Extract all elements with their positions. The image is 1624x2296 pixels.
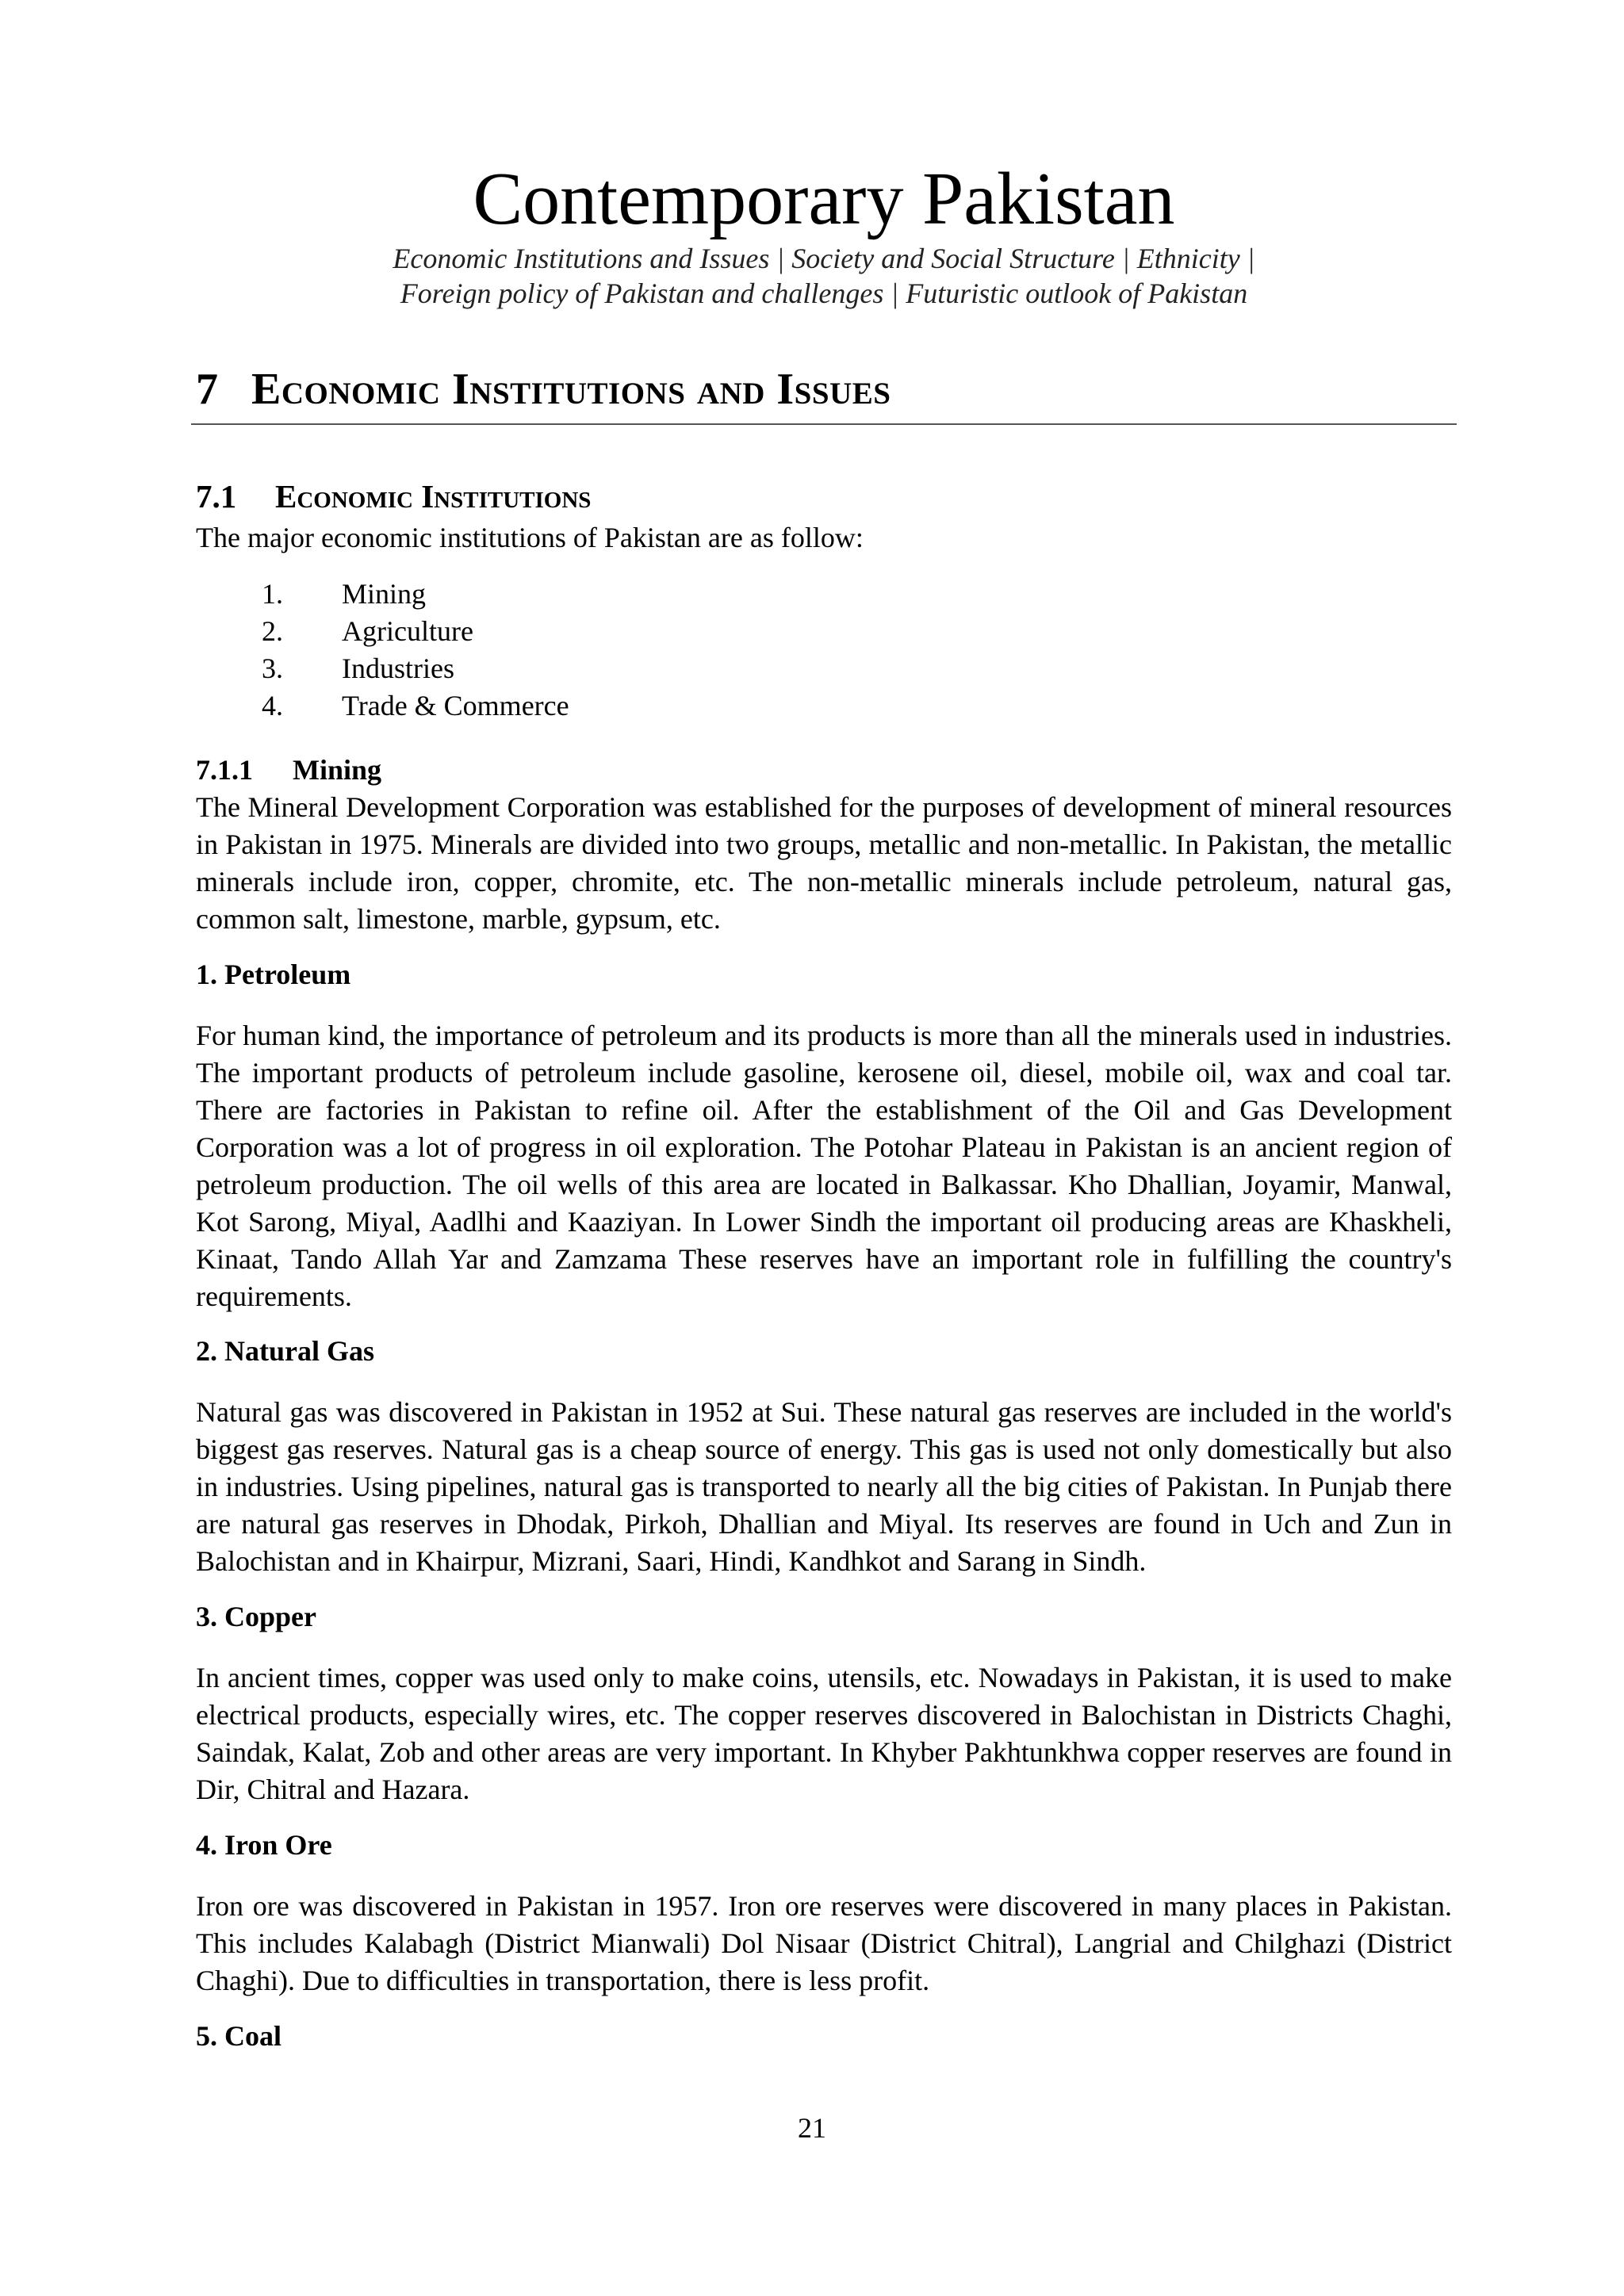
list-item-number: 3.	[262, 652, 283, 684]
list-item-number: 4.	[262, 690, 283, 721]
list-item-number: 2.	[262, 615, 283, 647]
page-number: 21	[798, 2112, 826, 2144]
section-intro: The major economic institutions of Pakistan are as follow:	[196, 522, 864, 553]
section-number: 7.1	[196, 478, 237, 515]
list-item-label: Mining	[342, 578, 427, 610]
subsection-number: 7.1.1	[196, 754, 253, 786]
section-title: Economic Institutions	[275, 478, 592, 515]
natural-gas-paragraph: Natural gas was discovered in Pakistan in 1952 at Sui. These natural gas reserves are included in the world's biggest gas reserves. Natural gas is a cheap source of energy. This gas is used not only domestically but also in industries. Using pipelines, natural gas is transported to nearly all the big cities of Pakistan. In Punjab there are natural gas reserves in Dhodak, Pirkoh, Dhallian and Miyal. Its reserves are found in Uch and Zun in Balochistan and in Khairpur, Mizrani, Saari, Hindi, Kandhkot and Sarang in Sindh.	[196, 1396, 1452, 1577]
natural-gas-heading: 2. Natural Gas	[196, 1335, 374, 1367]
list-item	[196, 687, 569, 725]
mining-paragraph: The Mineral Development Corporation was established for the purposes of development of mineral resources in Pakistan in 1975. Minerals are divided into two groups, metallic and non-metallic. In Pakistan, the metallic minerals include iron, copper, chromite, etc. The non-metallic minerals include petroleum, natural gas, common salt, limestone, marble, gypsum, etc.	[196, 791, 1452, 935]
copper-paragraph: In ancient times, copper was used only to make coins, utensils, etc. Nowadays in Pakistan, it is used to make electrical products, especially wires, etc. The copper reserves discovered in Balochistan in Districts Chaghi, Saindak, Kalat, Zob and other areas are very important. In Khyber Pakhtunkhwa copper reserves are found in Dir, Chitral and Hazara.	[196, 1662, 1452, 1805]
chapter-number: 7	[196, 365, 219, 414]
document-title: Contemporary Pakistan	[473, 158, 1175, 240]
institutions-list	[196, 576, 569, 725]
copper-heading: 3. Copper	[196, 1601, 316, 1632]
list-item-label: Agriculture	[342, 615, 473, 647]
subsection-heading	[196, 752, 381, 789]
list-item	[196, 613, 569, 650]
list-item	[196, 650, 569, 687]
petroleum-paragraph: For human kind, the importance of petroleum and its products is more than all the minerals used in industries. The important products of petroleum include gasoline, kerosene oil, diesel, mobile oil, wax and coal tar. There are factories in Pakistan to refine oil. After the establishment of the Oil and Gas Development Corporation was a lot of progress in oil exploration. The Potohar Plateau in Pakistan is an ancient region of petroleum production. The oil wells of this area are located in Balkassar. Kho Dhallian, Joyamir, Manwal, Kot Sarong, Miyal, Aadlhi and Kaaziyan. In Lower Sindh the important oil producing areas are Khaskheli, Kinaat, Tando Allah Yar and Zamzama These reserves have an important role in fulfilling the country's requirements.	[196, 1020, 1452, 1312]
chapter-divider	[191, 423, 1457, 425]
list-item-label: Industries	[342, 652, 454, 684]
chapter-heading	[196, 362, 1452, 417]
iron-ore-heading: 4. Iron Ore	[196, 1829, 332, 1861]
coal-heading: 5. Coal	[196, 2020, 282, 2052]
list-item-label: Trade & Commerce	[342, 690, 569, 721]
subsection-title: Mining	[293, 754, 382, 786]
subtitle-line-1: Economic Institutions and Issues | Society and Social Structure | Ethnicity |	[393, 243, 1255, 274]
chapter-title: Economic Institutions and Issues	[251, 365, 891, 414]
subtitle-line-2: Foreign policy of Pakistan and challenges | Futuristic outlook of Pakistan	[400, 277, 1248, 309]
iron-ore-paragraph: Iron ore was discovered in Pakistan in 1957. Iron ore reserves were discovered in many places in Pakistan. This includes Kalabagh (District Mianwali) Dol Nisaar (District Chitral), Langrial and Chilghazi (District Chaghi). Due to difficulties in transportation, there is less profit.	[196, 1890, 1452, 1996]
list-item-number: 1.	[262, 578, 283, 610]
list-item	[196, 576, 569, 613]
petroleum-heading: 1. Petroleum	[196, 959, 351, 990]
document-subtitle	[196, 241, 1452, 311]
section-heading	[196, 477, 591, 515]
